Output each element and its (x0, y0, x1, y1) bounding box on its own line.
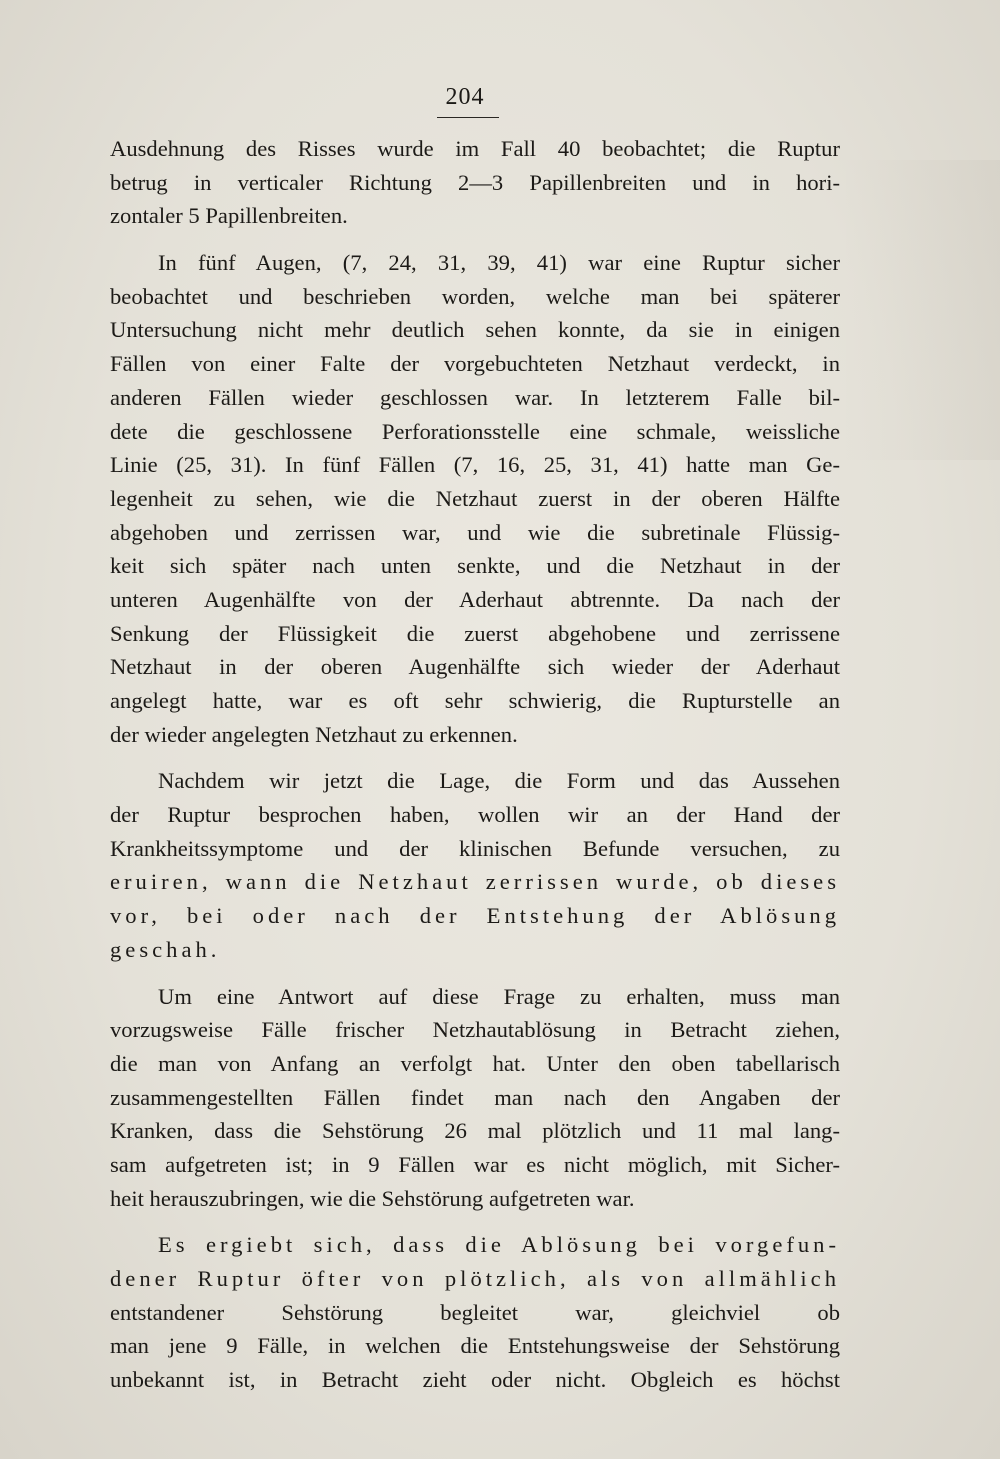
text-line: sam aufgetreten ist; in 9 Fällen war es nicht möglich, mit Sicher- (110, 1151, 840, 1177)
page-number-rule (437, 117, 499, 118)
paragraph (110, 132, 840, 233)
text-line: zontaler 5 Papillenbreiten. (110, 203, 348, 229)
text-line: Netzhaut in der oberen Augenhälfte sich wieder der Aderhaut (110, 654, 840, 680)
text-line: Um eine Antwort auf diese Frage zu erhalten, muss man (158, 983, 840, 1009)
text-line: die man von Anfang an verfolgt hat. Unter den oben tabellarisch (110, 1050, 840, 1076)
text-line: unbekannt ist, in Betracht zieht oder nicht. Obgleich es höchst (110, 1367, 840, 1393)
text-line: keit sich später nach unten senkte, und die Netzhaut in der (110, 553, 840, 579)
text-line: vorzugsweise Fälle frischer Netzhautablösung in Betracht ziehen, (110, 1017, 840, 1043)
paragraph (110, 980, 840, 1216)
text-line: Nachdem wir jetzt die Lage, die Form und das Aussehen (158, 768, 840, 794)
paragraph (110, 246, 840, 751)
body-text (110, 132, 840, 1410)
text-line: man jene 9 Fälle, in welchen die Entstehungsweise der Sehstörung (110, 1333, 840, 1359)
text-line: Es ergiebt sich, dass die Ablösung bei vorgefun- (158, 1232, 840, 1258)
text-line: Ausdehnung des Risses wurde im Fall 40 beobachtet; die Ruptur (110, 136, 840, 161)
text-line: vor, bei oder nach der Entstehung der Ablösung (110, 903, 840, 929)
text-line: In fünf Augen, (7, 24, 31, 39, 41) war eine Ruptur sicher (158, 250, 840, 276)
text-line: dener Ruptur öfter von plötzlich, als von allmählich (110, 1266, 840, 1291)
text-line: dete die geschlossene Perforationsstelle eine schmale, weissliche (110, 418, 840, 444)
text-line: Linie (25, 31). In fünf Fällen (7, 16, 25, 31, 41) hatte man Ge- (110, 452, 840, 478)
text-line: der wieder angelegten Netzhaut zu erkennen. (110, 721, 518, 747)
text-line: zusammengestellten Fällen findet man nach den Angaben der (110, 1084, 840, 1110)
text-line: beobachtet und beschrieben worden, welche man bei späterer (110, 283, 840, 309)
text-line: abgehoben und zerrissen war, und wie die subretinale Flüssig- (110, 519, 840, 545)
paragraph (110, 1228, 840, 1396)
text-line: angelegt hatte, war es oft sehr schwierig, die Rupturstelle an (110, 688, 840, 713)
text-line: Kranken, dass die Sehstörung 26 mal plötzlich und 11 mal lang- (110, 1118, 840, 1144)
text-line: Senkung der Flüssigkeit die zuerst abgehobene und zerrissene (110, 620, 840, 646)
text-line: legenheit zu sehen, wie die Netzhaut zuerst in der oberen Hälfte (110, 485, 840, 511)
page-shadow (840, 160, 1000, 460)
text-line: Fällen von einer Falte der vorgebuchteten Netzhaut verdeckt, in (110, 351, 840, 377)
text-line: geschah. (110, 936, 221, 962)
page-number: 204 (445, 84, 485, 110)
text-line: Krankheitssymptome und der klinischen Befunde versuchen, zu (110, 835, 840, 861)
text-line: unteren Augenhälfte von der Aderhaut abtrennte. Da nach der (110, 586, 840, 612)
text-line: betrug in verticaler Richtung 2—3 Papillenbreiten und in hori- (110, 169, 840, 195)
text-line: entstandener Sehstörung begleitet war, gleichviel ob (110, 1299, 840, 1325)
text-line: Untersuchung nicht mehr deutlich sehen konnte, da sie in einigen (110, 317, 840, 343)
text-line: der Ruptur besprochen haben, wollen wir an der Hand der (110, 802, 840, 828)
paragraph (110, 764, 840, 966)
text-line: anderen Fällen wieder geschlossen war. In letzterem Falle bil- (110, 384, 840, 410)
text-line: heit herauszubringen, wie die Sehstörung aufgetreten war. (110, 1185, 635, 1211)
text-line: eruiren, wann die Netzhaut zerrissen wurde, ob dieses (110, 869, 840, 895)
